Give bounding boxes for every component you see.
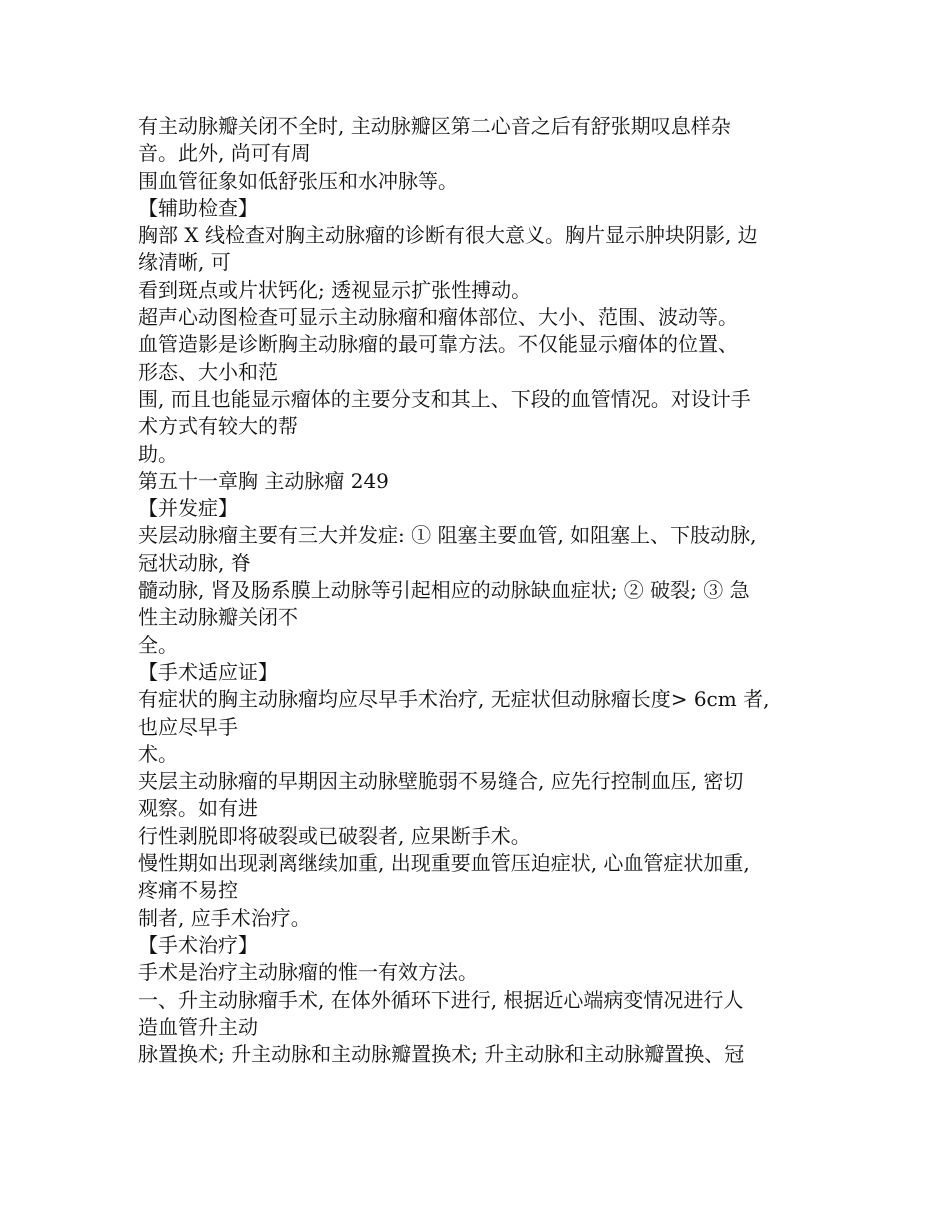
text-line: 有症状的胸主动脉瘤均应尽早手术治疗, 无症状但动脉瘤长度> 6cm 者, — [138, 687, 770, 712]
section-heading: 【辅助检查】 — [138, 195, 258, 220]
text-line: 超声心动图检查可显示主动脉瘤和瘤体部位、大小、范围、波动等。 — [138, 305, 738, 330]
text-line: 胸部 X 线检查对胸主动脉瘤的诊断有很大意义。胸片显示肿块阴影, 边 — [138, 223, 758, 248]
text-line: 形态、大小和范 — [138, 359, 278, 384]
chapter-header: 第五十一章胸 主动脉瘤 249 — [138, 468, 389, 493]
text-line: 血管造影是诊断胸主动脉瘤的最可靠方法。不仅能显示瘤体的位置、 — [138, 332, 738, 357]
text-line: 围, 而且也能显示瘤体的主要分支和其上、下段的血管情况。对设计手 — [138, 386, 751, 411]
text-line: 慢性期如出现剥离继续加重, 出现重要血管压迫症状, 心血管症状加重, — [138, 851, 750, 876]
text-line: 性主动脉瓣关闭不 — [138, 605, 298, 630]
text-line: 全。 — [138, 632, 178, 657]
text-line: 手术是治疗主动脉瘤的惟一有效方法。 — [138, 960, 478, 985]
text-line: 术方式有较大的帮 — [138, 414, 298, 439]
text-line: 夹层动脉瘤主要有三大并发症: ① 阻塞主要血管, 如阻塞上、下肢动脉, — [138, 523, 757, 548]
text-line: 助。 — [138, 441, 178, 466]
text-line: 夹层主动脉瘤的早期因主动脉壁脆弱不易缝合, 应先行控制血压, 密切 — [138, 769, 744, 794]
text-line: 冠状动脉, 脊 — [138, 550, 251, 575]
document-body — [138, 113, 818, 1068]
text-line: 围血管征象如低舒张压和水冲脉等。 — [138, 168, 458, 193]
text-line: 也应尽早手 — [138, 714, 238, 739]
text-line: 行性剥脱即将破裂或已破裂者, 应果断手术。 — [138, 823, 531, 848]
section-heading: 【手术治疗】 — [138, 932, 258, 957]
text-line: 音。此外, 尚可有周 — [138, 141, 311, 166]
text-line: 脉置换术; 升主动脉和主动脉瓣置换术; 升主动脉和主动脉瓣置换、冠 — [138, 1042, 745, 1067]
text-line: 制者, 应手术治疗。 — [138, 905, 311, 930]
text-line: 疼痛不易控 — [138, 878, 238, 903]
text-line: 一、升主动脉瘤手术, 在体外循环下进行, 根据近心端病变情况进行人 — [138, 987, 744, 1012]
section-heading: 【并发症】 — [138, 496, 238, 521]
text-line: 有主动脉瓣关闭不全时, 主动脉瓣区第二心音之后有舒张期叹息样杂 — [138, 114, 731, 138]
section-heading: 【手术适应证】 — [138, 659, 278, 684]
text-line: 缘清晰, 可 — [138, 250, 231, 275]
text-line: 看到斑点或片状钙化; 透视显示扩张性搏动。 — [138, 277, 532, 302]
text-line: 术。 — [138, 741, 178, 766]
text-line: 造血管升主动 — [138, 1014, 258, 1039]
text-line: 髓动脉, 肾及肠系膜上动脉等引起相应的动脉缺血症状; ② 破裂; ③ 急 — [138, 578, 750, 603]
text-line: 观察。如有进 — [138, 796, 258, 821]
